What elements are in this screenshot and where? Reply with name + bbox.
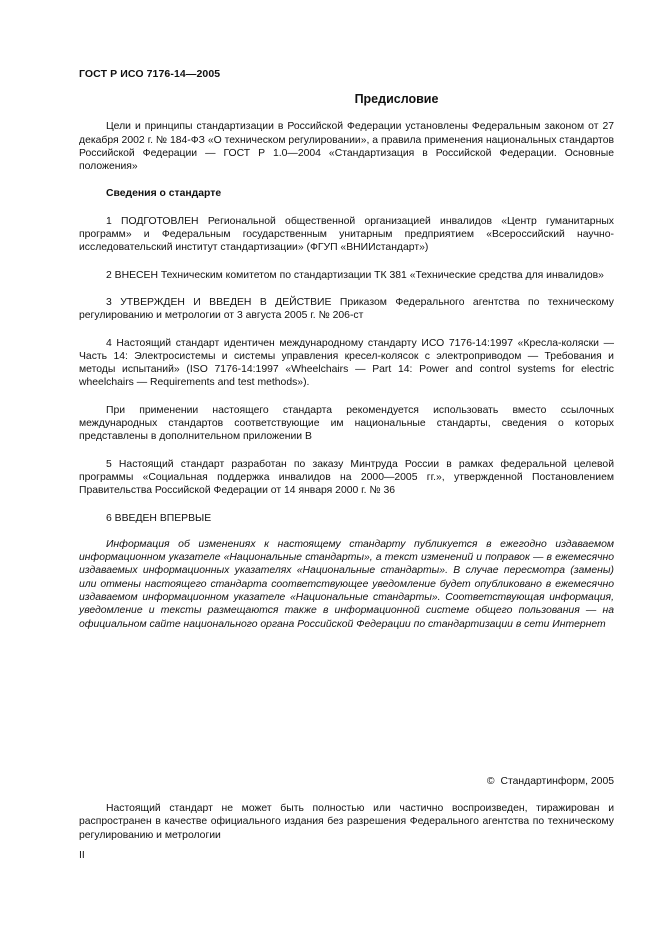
document-code-header: ГОСТ Р ИСО 7176-14—2005 [79, 68, 221, 80]
standard-info-subheading: Сведения о стандарте [106, 188, 222, 200]
item-developed-paragraph: 5 Настоящий стандарт разработан по заказу Минтруда России в рамках федеральной целевой программы «Социальная поддержка инвалидов на 2000—2005 гг.», утвержденной Постановлением Правительства Российской Федерации от 14 января 2000 г. № 36 [79, 458, 614, 497]
preface-section [79, 93, 614, 631]
copyright-text: Стандартинформ, 2005 [500, 776, 614, 787]
item-submitted-paragraph: 2 ВНЕСЕН Техническим комитетом по стандартизации ТК 381 «Технические средства для инвалидов» [106, 269, 604, 281]
copyright-line [487, 776, 614, 787]
reference-standards-paragraph: При применении настоящего стандарта рекомендуется использовать вместо ссылочных международных стандартов соответствующие им национальные стандарты, сведения о которых представлены в дополнительном приложении В [79, 404, 614, 443]
item-approved-paragraph: 3 УТВЕРЖДЕН И ВВЕДЕН В ДЕЙСТВИЕ Приказом Федерального агентства по техническому регулированию и метрологии от 3 августа 2005 г. № 206-ст [79, 296, 614, 322]
item-introduced-paragraph: 6 ВВЕДЕН ВПЕРВЫЕ [106, 512, 212, 524]
page-number: II [79, 850, 85, 861]
item-prepared-paragraph: 1 ПОДГОТОВЛЕН Региональной общественной организацией инвалидов «Центр гуманитарных программ» и Федеральным государственным унитарным предприятием «Всероссийский научно-исследовательский институт стандартизации» (ФГУП «ВНИИстандарт») [79, 215, 614, 254]
item-identical-paragraph: 4 Настоящий стандарт идентичен международному стандарту ИСО 7176-14:1997 «Кресла-коляски — Часть 14: Электросистемы и системы управления кресел-колясок с электроприводом — Требования и методы испытаний» (ISO 7176-14:1997 «Wheelchairs — Part 14: Power and control systems for electric wheelchairs — Requirements and test methods»). [79, 337, 614, 389]
amendments-info-paragraph: Информация об изменениях к настоящему стандарту публикуется в ежегодно издаваемом информационном указателе «Национальные стандарты», а текст изменений и поправок — в ежемесячно издаваемых информационных указателях «Национальные стандарты». В случае пересмотра (замены) или отмены настоящего стандарта соответствующее уведомление будет опубликовано в ежемесячно издаваемом информационном указателе «Национальные стандарты». Соответствующая информация, уведомление и тексты размещаются также в информационной системе общего пользования — на официальном сайте национального органа Российской Федерации по стандартизации в сети Интернет [79, 538, 614, 630]
copyright-symbol: © [486, 776, 495, 787]
preface-intro-paragraph: Цели и принципы стандартизации в Российской Федерации установлены Федеральным законом от 27 декабря 2002 г. № 184-ФЗ «О техническом регулировании», а правила применения национальных стандартов Российской Федерации — ГОСТ Р 1.0—2004 «Стандартизация в Российской Федерации. Основные положения» [79, 121, 614, 173]
reproduction-notice: Настоящий стандарт не может быть полностью или частично воспроизведен, тиражирован и распространен в качестве официального издания без разрешения Федерального агентства по техническому регулированию и метрологии [79, 803, 614, 841]
preface-title: Предисловие [354, 92, 439, 106]
